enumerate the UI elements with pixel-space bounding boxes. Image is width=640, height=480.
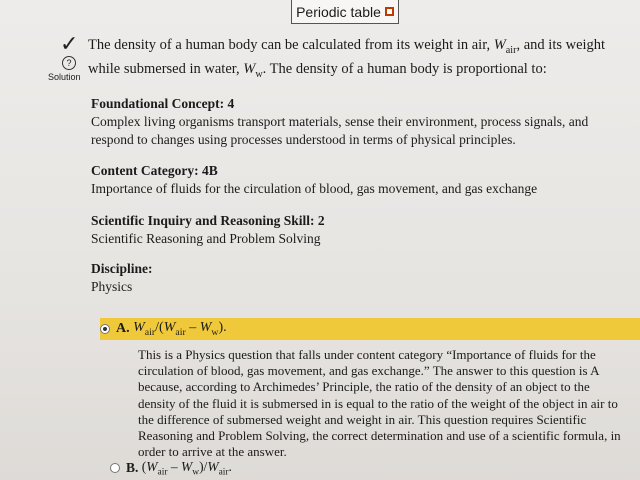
option-b-formula: $(W_{air} - W_w)/W_{air}$. (141, 459, 232, 478)
content-category-heading: Content Category: 4B (91, 163, 218, 178)
foundational-concept-text: Complex living organisms transport materials, sense their environment, process signals, and respond to changes using processes understood in terms of physical principles. (91, 114, 589, 147)
reasoning-skill-heading: Scientific Inquiry and Reasoning Skill: 2 (91, 213, 325, 228)
option-b-letter: B. (126, 460, 139, 476)
checkmark-icon: ✓ (60, 32, 79, 57)
option-b-radio[interactable] (110, 463, 120, 473)
option-a-explanation: This is a Physics question that falls under content category “Importance of fluids for the circulation of blood, gas movement, and gas exchange.” The answer to this question is A because, according to Archimedes’ Principle, the ratio of the density of an object to the density of the fluid it is submersed in is equal to the ratio of the weight of the object in air to the difference of submersed weight and weight in air. This question requires Scientific Reasoning and Problem Solving, the correct determination and use of a scientific formula, in order to arrive at the answer. (138, 347, 621, 460)
option-a-letter: A. (116, 321, 130, 336)
content-category-text: Importance of fluids for the circulation of blood, gas movement, and gas exchange (91, 181, 538, 196)
periodic-table-label: Periodic table (296, 3, 381, 20)
foundational-concept-heading: Foundational Concept: 4 (91, 96, 235, 111)
option-a-radio[interactable] (100, 324, 110, 334)
reasoning-skill (91, 212, 631, 248)
discipline-heading: Discipline: (91, 261, 153, 276)
discipline-text: Physics (91, 279, 133, 294)
option-b-row[interactable] (110, 459, 232, 478)
content-category (91, 162, 631, 198)
option-a-row[interactable] (100, 318, 640, 340)
solution-label[interactable]: Solution (48, 72, 81, 82)
reasoning-skill-text: Scientific Reasoning and Problem Solving (91, 231, 321, 246)
periodic-table-button[interactable] (291, 0, 399, 24)
question-text: The density of a human body can be calculated from its weight in air, $W_{air}$, and its weight while submersed in water, $W_w$. The density of a human body is proportional to: (88, 37, 606, 80)
option-a-formula: $W_{air}/(W_{air} - W_w)$. (133, 320, 227, 338)
discipline (91, 260, 631, 296)
solution-icon[interactable]: ? (62, 56, 76, 70)
periodic-table-icon (385, 7, 394, 16)
foundational-concept (91, 95, 631, 149)
